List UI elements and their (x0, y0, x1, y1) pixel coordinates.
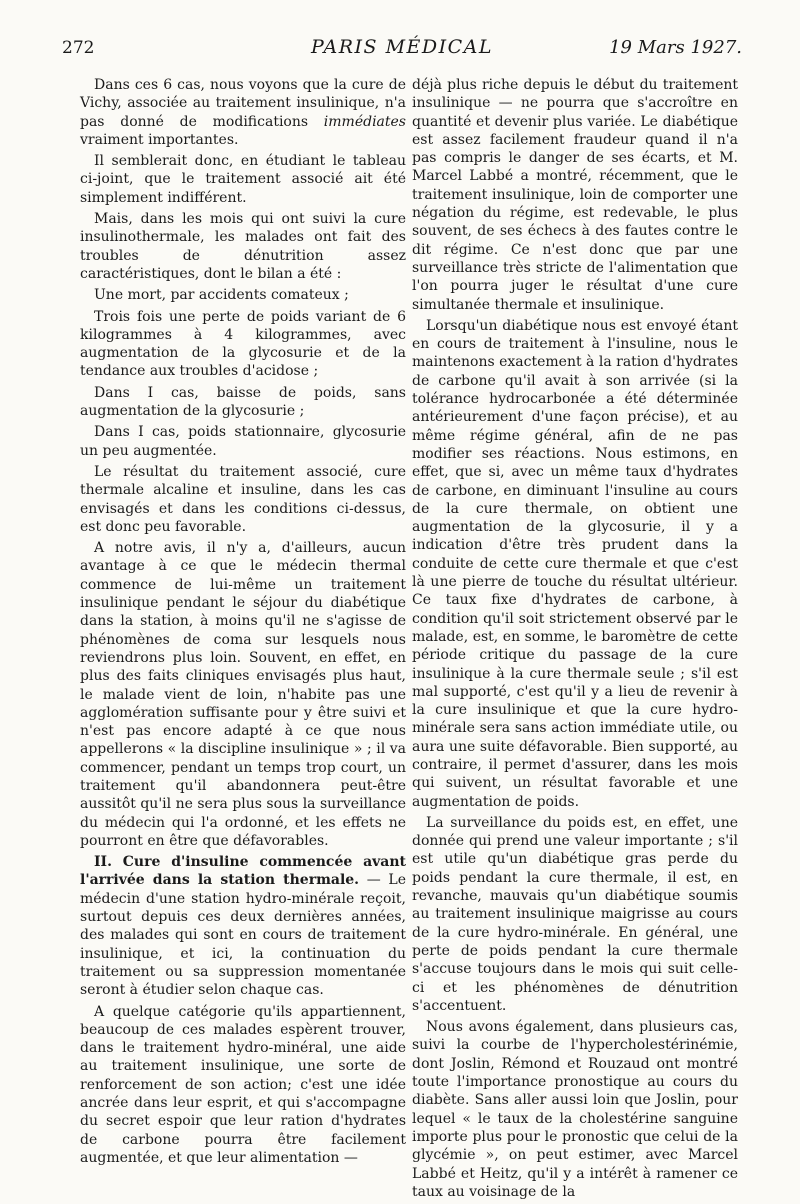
paragraph: La surveillance du poids est, en effet, une donnée qui prend une valeur importante ; s'il est utile qu'un diabétique gras perde du poids pendant la cure thermale, il est, en revanche, mauvais qu'un diabétique soumis au traitement insulinique maigrisse au cours de la cure hydro-minérale. En général, une perte de poids pendant la cure thermale s'accuse toujours dans le mois qui suit celle-ci et les phénomènes de dénutrition s'accentuent. (412, 814, 738, 1014)
paragraph: A notre avis, il n'y a, d'ailleurs, aucun avantage à ce que le médecin thermal commence de lui-même un traitement insulinique pendant le séjour du diabétique dans la station, à moins qu'il ne s'agisse de phénomènes de coma sur lesquels nous reviendrons plus loin. Souvent, en effet, en plus des faits cliniques envisagés plus haut, le malade vient de loin, n'habite pas une agglomération suffisante pour y être suivi et n'est pas encore adapté à ce que nous appellerons « la discipline insulinique » ; il va commencer, pendant un temps trop court, un traitement qu'il abandonnera peut-être aussitôt qu'il ne sera plus sous la surveillance du médecin qui l'a ordonné, et les effets ne pourront en être que défavorables. (80, 540, 406, 849)
paragraph: Dans I cas, baisse de poids, sans augmentation de la glycosurie ; (80, 384, 406, 420)
paragraph: Mais, dans les mois qui ont suivi la cure insulinothermale, les malades ont fait des troubles de dénutrition assez caractéristiques, dont le bilan a été : (80, 211, 406, 282)
paragraph: A quelque catégorie qu'ils appartiennent, beaucoup de ces malades espèrent trouver, dans le traitement hydro-minéral, une aide au traitement insulinique, une sorte de renforcement de son action; c'est une idée ancrée dans leur esprit, et qui s'accompagne du secret espoir que leur ration d'hydrates de carbone pourra être facilement augmentée, et que leur alimentation — (80, 1003, 406, 1166)
paragraph: Nous avons également, dans plusieurs cas, suivi la courbe de l'hypercholestérinémie, dont Joslin, Rémond et Rouzaud ont montré toute l'importance pronostique au cours du diabète. Sans aller aussi loin que Joslin, pour lequel « le taux de la cholestérine sanguine importe plus pour le pronostic que celui de la glycémie », on peut estimer, avec Marcel Labbé et Heitz, qu'il y a intérêt à ramener ce taux au voisinage de la (412, 1019, 738, 1200)
section-heading: II. Cure d'insuline commencée avant l'arrivée dans la station thermale. (80, 854, 406, 889)
journal-title: PARIS MÉDICAL (310, 36, 494, 58)
issue-date: 19 Mars 1927. (609, 37, 742, 58)
paragraph: Dans ces 6 cas, nous voyons que la cure de Vichy, associée au traitement insulinique, n'a pas donné de modifications immédiates vraiment importantes. (80, 77, 406, 148)
page-header (62, 36, 742, 66)
left-column (80, 76, 406, 1170)
paragraph: Trois fois une perte de poids variant de 6 kilogrammes à 4 kilogrammes, avec augmentation de la glycosurie et de la tendance aux troubles d'acidose ; (80, 308, 406, 380)
paragraph: déjà plus riche depuis le début du traitement insulinique — ne pourra que s'accroître en quantité et devenir plus variée. Le diabétique est assez facilement fraudeur quand il n'a pas compris le danger de ses écarts, et M. Marcel Labbé a montré, récemment, que le traitement insulinique, loin de comporter une négation du régime, est redevable, le plus souvent, de ses échecs à des fautes contre le dit régime. Ce n'est donc que par une surveillance très stricte de l'alimentation que l'on pourra juger le résultat d'une cure simultanée thermale et insulinique. (412, 77, 738, 313)
paragraph: Lorsqu'un diabétique nous est envoyé étant en cours de traitement à l'insuline, nous le maintenons exactement à la ration d'hydrates de carbone qu'il avait à son arrivée (si la tolérance hydrocarbonée a été déterminée antérieurement d'une façon précise), et au même régime général, afin de ne pas modifier ses réactions. Nous estimons, en effet, que si, avec un même taux d'hydrates de carbone, en diminuant l'insuline au cours de la cure thermale, on obtient une augmentation de la glycosurie, il y a indication d'être très prudent dans la conduite de cette cure thermale et que c'est là une pierre de touche du résultat ultérieur. Ce taux fixe d'hydrates de carbone, à condition qu'il soit strictement observé par le malade, est, en somme, le baromètre de cette période critique du passage de la cure insulinique à la cure thermale seule ; s'il est mal supporté, c'est qu'il y a lieu de revenir à la cure insulinique et que la cure hydro-minérale sera sans action immédiate utile, ou aura une suite défavorable. Bien supporté, au contraire, il permet d'assurer, dans les mois qui suivent, un résultat favorable et une augmentation de poids. (412, 317, 738, 810)
page-number: 272 (62, 38, 95, 58)
right-column (412, 76, 738, 1204)
paragraph: Une mort, par accidents comateux ; (94, 287, 349, 304)
paragraph: Le résultat du traitement associé, cure thermale alcaline et insuline, dans les cas envisagés et dans les conditions ci-dessus, est donc peu favorable. (80, 463, 406, 535)
section-paragraph: II. Cure d'insuline commencée avant l'arrivée dans la station thermale. — Le médecin d'une station hydro-minérale reçoit, surtout depuis ces deux dernières années, des malades qui sont en cours de traitement insulinique, et ici, la continuation du traitement ou sa suppression momentanée seront à étudier selon chaque cas. (80, 854, 407, 999)
emphasis: immédiates (323, 113, 406, 130)
paragraph: Il semblerait donc, en étudiant le tableau ci-joint, que le traitement associé ait été simplement indifférent. (80, 153, 406, 206)
paragraph: Dans I cas, poids stationnaire, glycosurie un peu augmentée. (80, 424, 406, 459)
